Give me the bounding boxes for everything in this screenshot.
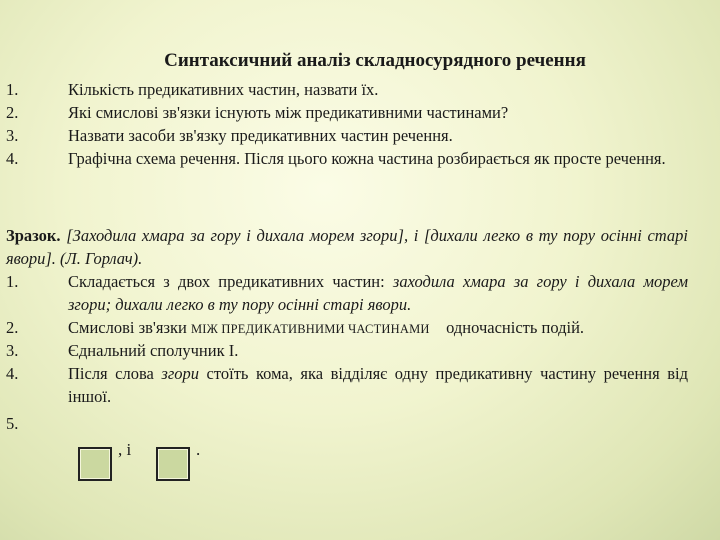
step-text: Назвати засоби зв'язку предикативних частин речення. (68, 126, 453, 145)
step-number: 4. (6, 149, 19, 168)
step-text: Кількість предикативних частин, назвати їх. (68, 80, 379, 99)
scheme-part-2 (156, 447, 190, 481)
step-number: 1. (6, 80, 19, 99)
item-number: 5. (6, 414, 19, 433)
example-sentence (6, 224, 688, 270)
example-label: Зразок. (6, 226, 61, 245)
item-text: Смислові зв'язки МІЖ ПРЕДИКАТИВНИМИ ЧАСТИНАМИ одночасність подій. (68, 318, 585, 337)
step-text: Графічна схема речення. Після цього кожна частина розбирається як просте речення. (68, 149, 666, 168)
item-text: Єднальний сполучник І. (68, 341, 239, 360)
item-number: 2. (6, 318, 19, 337)
scheme-separator: , і (118, 440, 132, 459)
item-text: Складається з двох предикативних частин: заходила хмара за гору і дихала морем згори; дихали легко в ту пору осінні старі явори. (68, 272, 688, 314)
page-title: Синтаксичний аналіз складносурядного речення (164, 50, 586, 71)
item-text: Після слова згори стоїть кома, яка відділяє одну предикативну частину речення від іншої. (68, 364, 688, 406)
item-number: 3. (6, 341, 19, 360)
scheme-part-1 (78, 447, 112, 481)
item-number: 4. (6, 364, 19, 383)
step-number: 3. (6, 126, 19, 145)
step-number: 2. (6, 103, 19, 122)
step-text: Які смислові зв'язки існують між предикативними частинами? (68, 103, 509, 122)
item-number: 1. (6, 272, 19, 291)
example-text: [Заходила хмара за гору і дихала морем згори], і [дихали легко в ту пору осінні старі явори]. (Л. Горлач). (6, 226, 688, 268)
scheme-end: . (196, 440, 201, 459)
